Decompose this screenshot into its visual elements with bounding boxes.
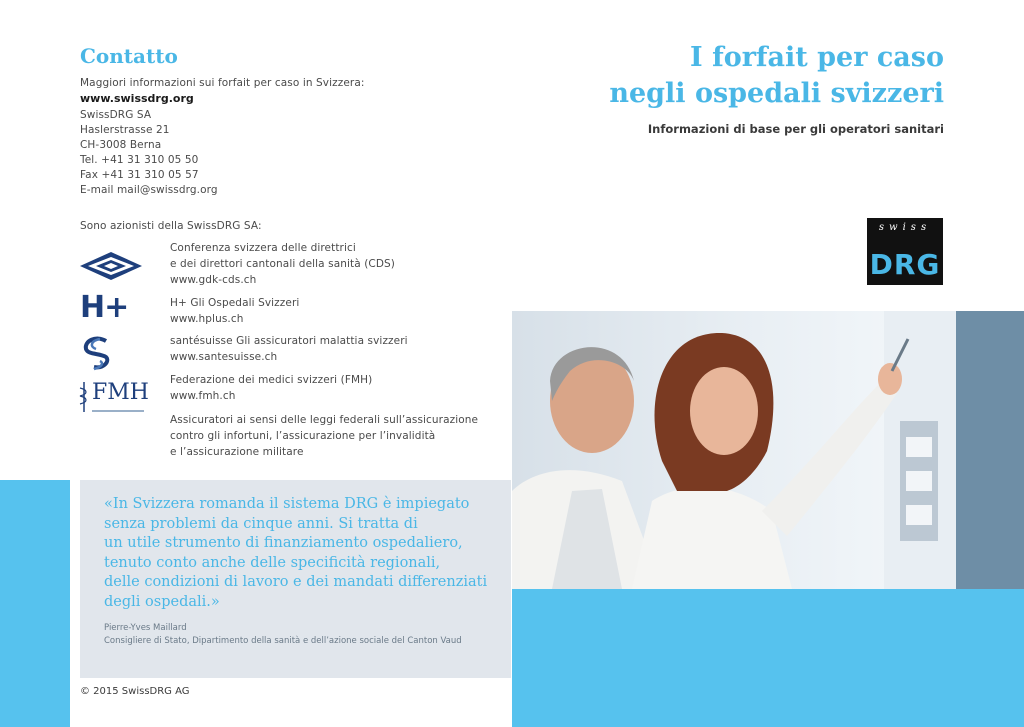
- shareholder-insurers: Assicuratori ai sensi delle leggi federali sull’assicurazione contro gli infortuni, l’assicurazione per l’invalidità e l’assicurazione militare: [170, 414, 479, 458]
- quote-author-role: Consigliere di Stato, Dipartimento della sanità e dell’azione sociale del Canton Vaud: [104, 636, 462, 646]
- email-line[interactable]: E-mail mail@swissdrg.org: [80, 184, 218, 196]
- swissdrg-logo-drg: DRG: [869, 248, 941, 281]
- shareholder-hplus: H+ Gli Ospedali Svizzeri www.hplus.ch: [170, 296, 299, 328]
- shareholder-fmh: Federazione dei medici svizzeri (FMH) www.fmh.ch: [170, 373, 372, 405]
- phone-line: Tel. +41 31 310 05 50: [80, 154, 199, 166]
- caduceus-icon: [78, 382, 90, 412]
- address-line: Haslerstrasse 21: [80, 124, 170, 136]
- hplus-logo-icon: H+: [80, 290, 129, 325]
- cover-title: I forfait per caso negli ospedali svizzeri: [609, 42, 944, 109]
- doctors-photo-image: [512, 311, 956, 589]
- shareholder-gdk-cds: Conferenza svizzera delle direttrici e dei direttori cantonali della sanità (CDS) www.gdk-cds.ch: [170, 241, 395, 289]
- decorative-blue-block: [512, 589, 1024, 727]
- fmh-logo-icon: FMH: [78, 380, 148, 414]
- decorative-blue-strip: [0, 480, 70, 727]
- fax-line: Fax +41 31 310 05 57: [80, 169, 199, 181]
- contact-intro: Maggiori informazioni sui forfait per caso in Svizzera:: [80, 77, 365, 89]
- swissdrg-logo-swiss: swiss: [878, 222, 932, 233]
- contact-website-link[interactable]: www.swissdrg.org: [80, 92, 194, 105]
- address-line: SwissDRG SA: [80, 109, 152, 121]
- cover-photo: [512, 311, 956, 589]
- santesuisse-link[interactable]: www.santesuisse.ch: [170, 351, 278, 363]
- contact-title: Contatto: [80, 44, 178, 68]
- copyright: © 2015 SwissDRG AG: [80, 686, 190, 697]
- contact-address: [80, 108, 218, 198]
- decorative-gray-strip: [956, 311, 1024, 589]
- cover-subtitle: Informazioni di base per gli operatori sanitari: [647, 122, 944, 136]
- santesuisse-logo-icon: [80, 335, 114, 373]
- gdk-cds-link[interactable]: www.gdk-cds.ch: [170, 274, 257, 286]
- address-line: CH-3008 Berna: [80, 139, 162, 151]
- fmh-link[interactable]: www.fmh.ch: [170, 390, 236, 402]
- shareholder-santesuisse: santésuisse Gli assicuratori malattia svizzeri www.santesuisse.ch: [170, 334, 408, 366]
- gdk-cds-logo-icon: [78, 250, 144, 282]
- swissdrg-logo: [867, 218, 943, 285]
- quote-author-name: Pierre-Yves Maillard: [104, 623, 187, 633]
- hplus-link[interactable]: www.hplus.ch: [170, 313, 244, 325]
- shareholders-heading: Sono azionisti della SwissDRG SA:: [80, 220, 262, 232]
- quote-text: «In Svizzera romanda il sistema DRG è impiegato senza problemi da cinque anni. Si tratta di un utile strumento di finanziamento ospedaliero, tenuto conto anche delle specificità regionali, delle condizioni di lavoro e dei mandati differenziati degli ospedali.»: [104, 496, 488, 610]
- quote-author: [104, 622, 462, 648]
